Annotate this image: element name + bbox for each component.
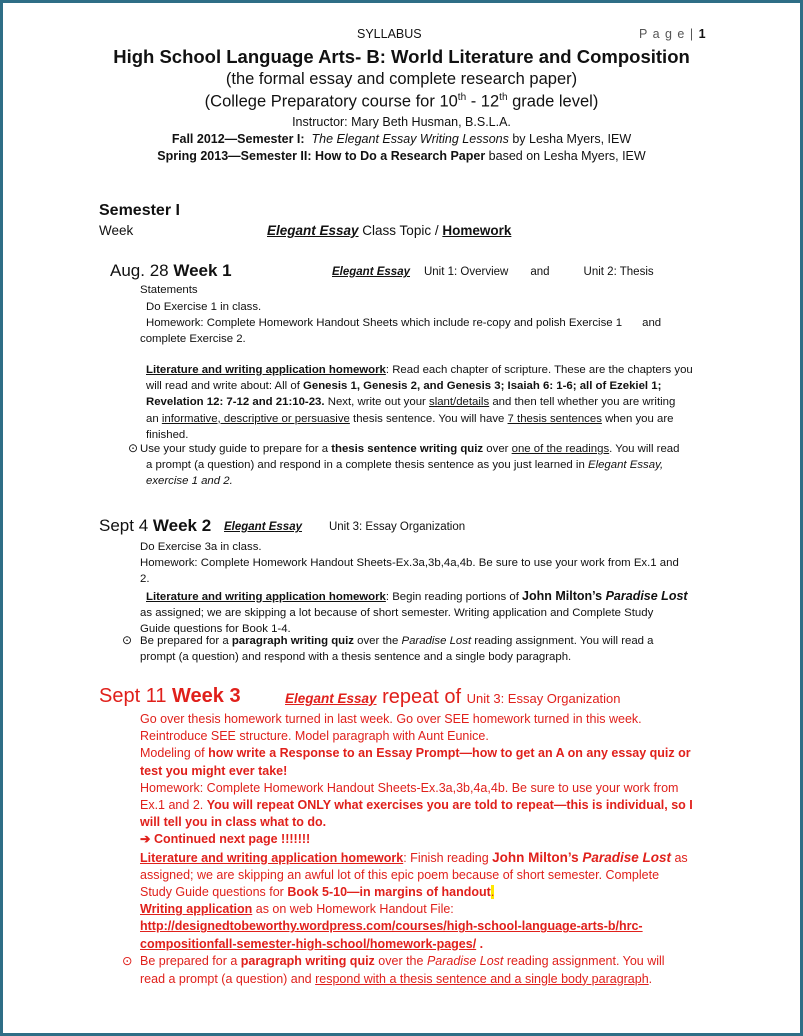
week3-quiz: Be prepared for a paragraph writing quiz over the Paradise Lost reading assignment. You will read a prompt (a question) and respond with a thesis sentence and a single body paragraph. (140, 954, 665, 986)
fall-semester: Fall 2012—Semester I: The Elegant Essay Writing Lessons by Lesha Myers, IEW (171, 132, 632, 146)
week1-quiz: Use your study guide to prepare for a thesis sentence writing quiz over one of the readings. You will read a prompt (a question) and respond in a complete thesis sentence as you just learned in Elegant Essay, exercise 1 and 2. (140, 443, 680, 488)
homework-link-cont[interactable]: compositionfall-semester-high-school/homework-pages/ (140, 936, 477, 951)
instructor: Instructor: Mary Beth Husman, B.S.L.A. (292, 115, 511, 129)
week1-body: Do Exercise 1 in class. Homework: Complete Homework Handout Sheets which include re-copy and polish Exercise 1 and complete Exercise 2. (140, 301, 662, 346)
course-subtitle: (the formal essay and complete research paper) (225, 70, 578, 88)
bullet-icon: ⊙ (128, 441, 139, 455)
page-sep: | (689, 27, 695, 41)
page-number: 1 (698, 27, 707, 41)
week2-topic: Elegant Essay Unit 3: Essay Organization (224, 521, 466, 533)
page-word: P a g e (639, 27, 686, 41)
week1-topic: Elegant Essay Unit 1: Overview and Unit 2: Thesis (332, 266, 654, 278)
week2-quiz: Be prepared for a paragraph writing quiz over the Paradise Lost reading assignment. You will read a prompt (a question) and respond with a thesis sentence and a single body paragraph. (140, 635, 654, 664)
week3-topic: Elegant Essay repeat of Unit 3: Essay Organization (285, 686, 621, 708)
semester-heading: Semester I (99, 202, 180, 219)
bullet-icon: ⊙ (122, 633, 133, 647)
week1-heading: Aug. 28 Week 1 (110, 261, 232, 280)
week1-literature: Literature and writing application homework: Read each chapter of scripture. These are the chapters you will read and write about: All of Genesis 1, Genesis 2, and Genesis 3; Isaiah 6: 1-6; all of Ezekiel 1; Revelation 12: 7-12 and 21:10-23. Next, write out your slant/details and then tell whether you are writing an informative, descriptive or persuasive thesis sentence. You will have 7 thesis sentences when you are finished. (146, 364, 693, 441)
course-level: (College Preparatory course for 10th - 12th grade level) (204, 92, 599, 111)
syllabus-label: SYLLABUS (357, 27, 422, 41)
column-headers: Elegant Essay Class Topic / Homework (267, 223, 512, 238)
page-label (639, 27, 707, 41)
column-week: Week (99, 223, 134, 238)
spring-semester: Spring 2013—Semester II: How to Do a Research Paper based on Lesha Myers, IEW (157, 149, 646, 163)
week2-heading: Sept 4 Week 2 (99, 516, 212, 535)
week3-heading: Sept 11 Week 3 (99, 685, 241, 707)
bullet-icon: ⊙ (122, 954, 133, 968)
course-title: High School Language Arts- B: World Literature and Composition (113, 46, 690, 67)
week3-body: Go over thesis homework turned in last week. Go over SEE homework turned in this week. Reintroduce SEE structure. Model paragraph with Aunt Eunice. Modeling of how write a Response to an Essay Prompt—how to get an A on any essay quiz or test you might ever take! Homework: Complete Homework Handout Sheets-Ex.3a,3b,4a,4b. Be sure to use your work from Ex.1 and 2. You will repeat ONLY what exercises you are told to repeat—this is individual, so I will tell you in class what to do. ➔ Continued next page !!!!!!! Literature and writing application homework: Finish reading John Milton’s Paradise Lost as assigned; we are skipping an awful lot of this epic poem because of short semester. Complete Study Guide questions for Book 5-10—in margins of handout. Writing application as on web Homework Handout File: http://designedtobeworthy.wordpress.com/courses/high-school-language-arts-b/hrc- compositionfall-semester-high-school/homework-pages/ . (140, 712, 693, 951)
week2-body: Do Exercise 3a in class. Homework: Complete Homework Handout Sheets-Ex.3a,3b,4a,4b. Be sure to use your work from Ex.1 and 2. Literature and writing application homework: Begin reading portions of John Milton’s Paradise Lost as assigned; we are skipping a lot because of short semester. Writing application and Complete Study Guide questions for Book 1-4. (140, 541, 688, 636)
homework-link[interactable]: http://designedtobeworthy.wordpress.com/courses/high-school-language-arts-b/hrc- (140, 919, 643, 934)
week1-statements: Statements (140, 284, 198, 296)
arrow-icon: ➔ (140, 832, 151, 847)
